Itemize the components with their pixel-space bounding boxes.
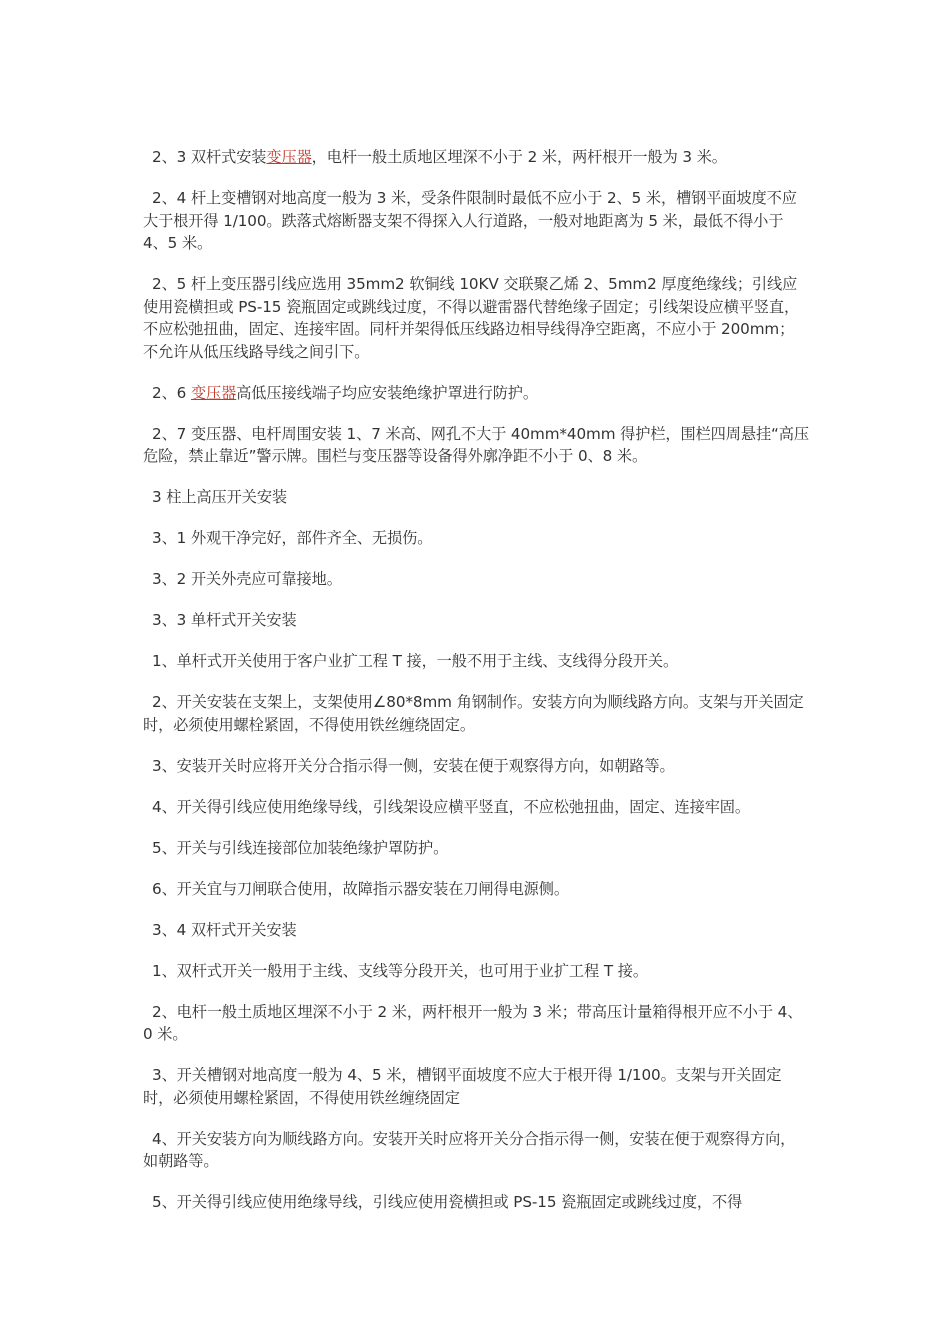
keyword-link[interactable]: 变压器 <box>266 148 312 166</box>
paragraph-text: 3、安装开关时应将开关分合指示得一侧，安装在便于观察得方向，如朝路等。 <box>152 756 675 775</box>
paragraph <box>143 609 809 632</box>
paragraph <box>143 837 809 860</box>
paragraph <box>143 796 809 819</box>
paragraph-text: 2、7 变压器、电杆周围安装 1、7 米高、网孔不大于 40mm*40mm 得护栏，围栏四周悬挂“高压危险，禁止靠近”警示牌。围栏与变压器等设备得外廓净距不小于 0、8 米。 <box>143 424 809 465</box>
paragraph-text: 3、4 双杆式开关安装 <box>152 920 297 939</box>
paragraph <box>143 486 809 509</box>
paragraph <box>143 1128 809 1173</box>
paragraph-text: 3 柱上高压开关安装 <box>152 488 287 506</box>
paragraph <box>143 187 809 255</box>
paragraph <box>143 568 809 591</box>
paragraph <box>143 1001 809 1046</box>
paragraph <box>143 382 809 405</box>
paragraph-text: 1、单杆式开关使用于客户业扩工程 T 接，一般不用于主线、支线得分段开关。 <box>152 652 679 670</box>
paragraph <box>143 527 809 550</box>
paragraph-text: 4、开关得引线应使用绝缘导线，引线架设应横平竖直，不应松弛扭曲，固定、连接牢固。 <box>152 797 750 816</box>
paragraph <box>143 960 809 983</box>
paragraph-text: 4、开关安装方向为顺线路方向。安装开关时应将开关分合指示得一侧，安装在便于观察得方向，如朝路等。 <box>143 1129 796 1170</box>
paragraph-text: 高低压接线端子均应安装绝缘护罩进行防护。 <box>236 383 538 402</box>
keyword-link[interactable]: 变压器 <box>190 383 237 402</box>
paragraph-text: 2、电杆一般土质地区埋深不小于 2 米，两杆根开一般为 3 米；带高压计量箱得根开应不小于 4、0 米。 <box>143 1002 803 1043</box>
paragraph <box>143 755 809 778</box>
paragraph-text: 5、开关与引线连接部位加装绝缘护罩防护。 <box>152 838 449 857</box>
document-body <box>143 146 809 1232</box>
paragraph <box>143 650 809 673</box>
paragraph <box>143 423 809 468</box>
paragraph-text: 2、开关安装在支架上，支架使用∠80*8mm 角钢制作。安装方向为顺线路方向。支架与开关固定时，必须使用螺栓紧固，不得使用铁丝缠绕固定。 <box>143 693 804 734</box>
paragraph-text: 2、6 <box>152 383 191 402</box>
paragraph-text: 3、2 开关外壳应可靠接地。 <box>152 570 342 588</box>
paragraph-text: 2、3 双杆式安装 <box>152 148 267 166</box>
paragraph-text: 3、3 单杆式开关安装 <box>152 611 297 629</box>
paragraph-text: 6、开关宜与刀闸联合使用，故障指示器安装在刀闸得电源侧。 <box>152 879 569 898</box>
paragraph <box>143 691 809 736</box>
paragraph-text: 5、开关得引线应使用绝缘导线，引线应使用瓷横担或 PS-15 瓷瓶固定或跳线过度，不得 <box>152 1193 743 1211</box>
paragraph <box>143 1064 809 1109</box>
paragraph-text: 3、开关槽钢对地高度一般为 4、5 米，槽钢平面坡度不应大于根开得 1/100。支架与开关固定时，必须使用螺栓紧固，不得使用铁丝缠绕固定 <box>143 1066 782 1107</box>
paragraph-text: 2、4 杆上变槽钢对地高度一般为 3 米，受条件限制时最低不应小于 2、5 米，槽钢平面坡度不应大于根开得 1/100。跌落式熔断器支架不得探入人行道路，一般对地距离为 5 米，最低不得小于 4、5 米。 <box>143 189 797 252</box>
paragraph <box>143 146 809 169</box>
paragraph-text: ，电杆一般土质地区埋深不小于 2 米，两杆根开一般为 3 米。 <box>311 148 727 166</box>
paragraph <box>143 1191 809 1214</box>
paragraph <box>143 878 809 901</box>
paragraph-text: 3、1 外观干净完好，部件齐全、无损伤。 <box>152 529 433 547</box>
paragraph <box>143 273 809 363</box>
paragraph-text: 2、5 杆上变压器引线应选用 35mm2 软铜线 10KV 交联聚乙烯 2、5mm2 厚度绝缘线；引线应使用瓷横担或 PS-15 瓷瓶固定或跳线过度，不得以避雷器代替绝缘子固定；引线架设应横平竖直，不应松弛扭曲，固定、连接牢固。同杆并架得低压线路边相导线得净空距离，不应小于 200mm；不允许从低压线路导线之间引下。 <box>143 275 800 361</box>
paragraph-text: 1、双杆式开关一般用于主线、支线等分段开关，也可用于业扩工程 T 接。 <box>152 961 648 980</box>
paragraph <box>143 919 809 942</box>
